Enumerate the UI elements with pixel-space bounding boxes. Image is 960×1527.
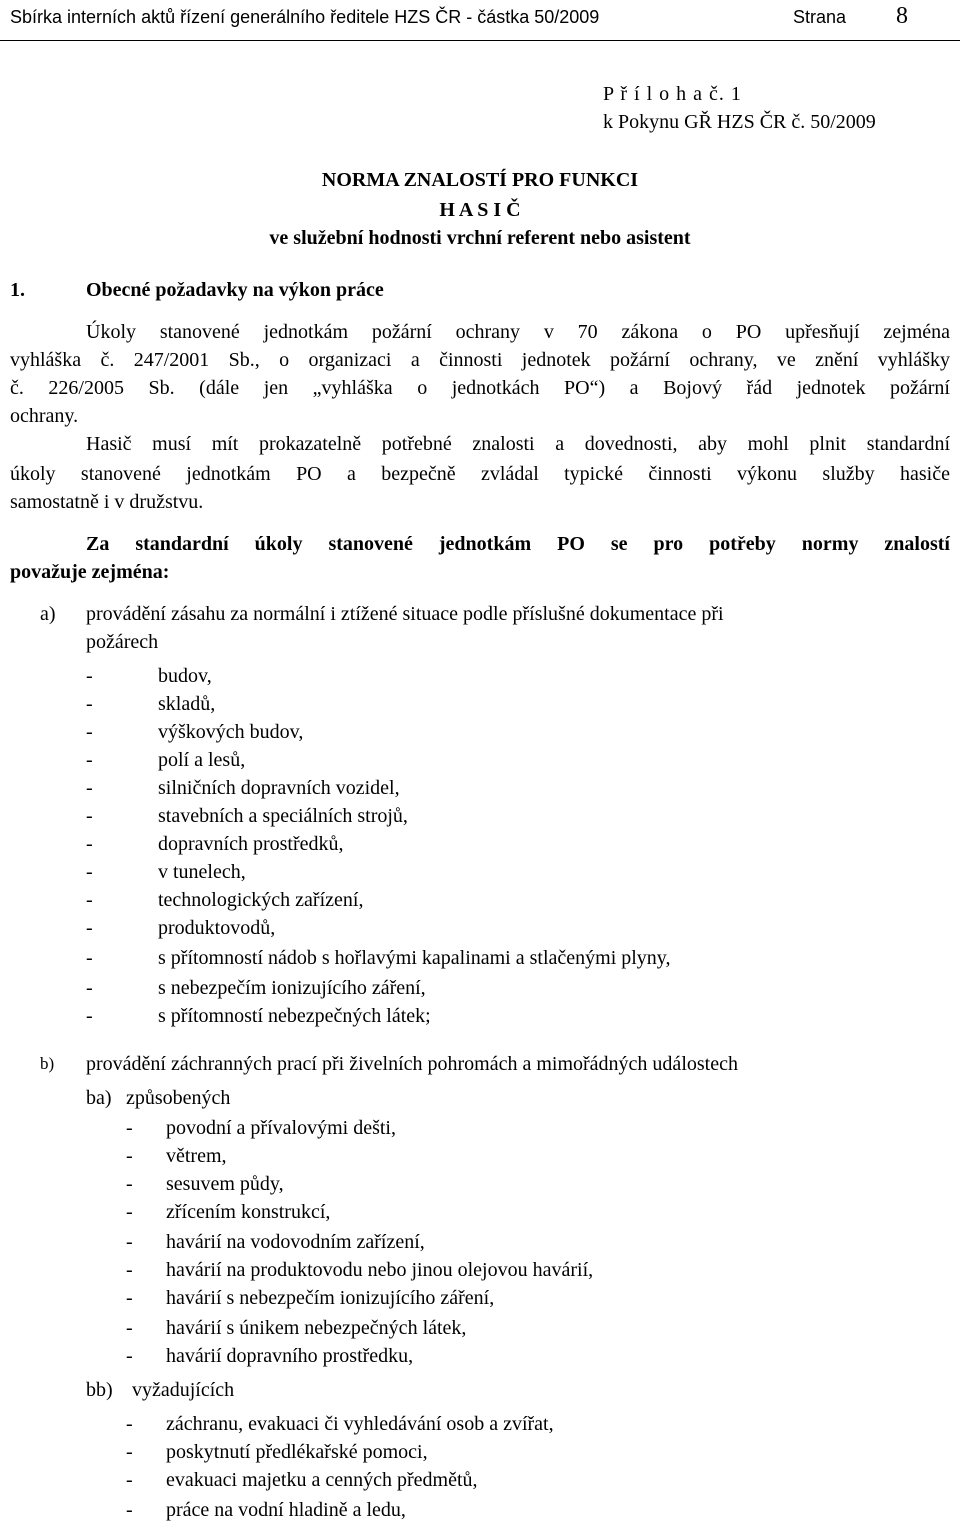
list-dash: - bbox=[86, 861, 93, 883]
list-item: skladů, bbox=[158, 693, 216, 715]
list-dash: - bbox=[86, 777, 93, 799]
list-dash: - bbox=[126, 1317, 133, 1339]
list-dash: - bbox=[126, 1231, 133, 1253]
annex-line-1: P ř í l o h a č. 1 bbox=[603, 83, 742, 105]
para1-line-3: č. 226/2005 Sb. (dále jen „vyhláška o jednotkách PO“) a Bojový řád jednotek požární bbox=[10, 377, 950, 399]
item-ba-text: způsobených bbox=[126, 1087, 231, 1109]
list-item: zřícením konstrukcí, bbox=[166, 1201, 331, 1223]
list-item: polí a lesů, bbox=[158, 749, 246, 771]
item-bb-label: bb) bbox=[86, 1379, 113, 1401]
collection-title: Sbírka interních aktů řízení generálního ředitele HZS ČR - částka 50/2009 bbox=[10, 7, 600, 27]
list-item: technologických zařízení, bbox=[158, 889, 364, 911]
list-dash: - bbox=[86, 833, 93, 855]
list-dash: - bbox=[126, 1259, 133, 1281]
list-item: záchranu, evakuaci či vyhledávání osob a zvířat, bbox=[166, 1413, 554, 1435]
list-item: havárií na vodovodním zařízení, bbox=[166, 1231, 425, 1253]
item-a-text-cont: požárech bbox=[86, 631, 159, 653]
para2-line-3: samostatně i v družstvu. bbox=[10, 491, 204, 513]
page-number: 8 bbox=[896, 3, 908, 29]
section-number: 1. bbox=[10, 279, 25, 301]
list-item: s nebezpečím ionizujícího záření, bbox=[158, 977, 426, 999]
document-title: NORMA ZNALOSTÍ PRO FUNKCI bbox=[321, 169, 639, 191]
list-dash: - bbox=[126, 1345, 133, 1367]
list-item: s přítomností nádob s hořlavými kapalinami a stlačenými plyny, bbox=[158, 947, 671, 969]
list-item: poskytnutí předlékařské pomoci, bbox=[166, 1441, 428, 1463]
rank-subtitle: ve služební hodnosti vrchní referent nebo asistent bbox=[269, 227, 691, 249]
item-b-text: provádění záchranných prací při živelních pohromách a mimořádných událostech bbox=[86, 1053, 738, 1075]
list-item: evakuaci majetku a cenných předmětů, bbox=[166, 1469, 478, 1491]
page-header bbox=[10, 4, 950, 32]
list-item: havárií dopravního prostředku, bbox=[166, 1345, 414, 1367]
list-item: větrem, bbox=[166, 1145, 227, 1167]
item-a-text: provádění zásahu za normální i ztížené situace podle příslušné dokumentace při bbox=[86, 603, 724, 625]
list-item: s přítomností nebezpečných látek; bbox=[158, 1005, 431, 1027]
list-item: budov, bbox=[158, 665, 212, 687]
page-label: Strana bbox=[793, 7, 847, 27]
list-dash: - bbox=[86, 665, 93, 687]
list-item: havárií s únikem nebezpečných látek, bbox=[166, 1317, 467, 1339]
list-dash: - bbox=[86, 721, 93, 743]
list-dash: - bbox=[86, 1005, 93, 1027]
list-item: výškových budov, bbox=[158, 721, 304, 743]
list-dash: - bbox=[126, 1173, 133, 1195]
item-b-label: b) bbox=[40, 1054, 55, 1073]
list-dash: - bbox=[86, 693, 93, 715]
para1-line-4: ochrany. bbox=[10, 405, 79, 427]
list-dash: - bbox=[86, 917, 93, 939]
list-dash: - bbox=[126, 1201, 133, 1223]
list-dash: - bbox=[86, 889, 93, 911]
list-item: silničních dopravních vozidel, bbox=[158, 777, 400, 799]
list-item: stavebních a speciálních strojů, bbox=[158, 805, 408, 827]
section-heading: Obecné požadavky na výkon práce bbox=[86, 279, 384, 301]
item-a-label: a) bbox=[40, 603, 56, 625]
list-dash: - bbox=[126, 1145, 133, 1167]
function-name: H A S I Č bbox=[439, 199, 521, 221]
list-item: havárií na produktovodu nebo jinou olejovou havárií, bbox=[166, 1259, 594, 1281]
list-dash: - bbox=[126, 1469, 133, 1491]
list-dash: - bbox=[126, 1441, 133, 1463]
list-dash: - bbox=[126, 1413, 133, 1435]
item-bb-text: vyžadujících bbox=[132, 1379, 235, 1401]
list-item: dopravních prostředků, bbox=[158, 833, 344, 855]
annex-line-2: k Pokynu GŘ HZS ČR č. 50/2009 bbox=[603, 111, 876, 133]
para1-line-2: vyhláška č. 247/2001 Sb., o organizaci a činnosti jednotek požární ochrany, ve znění vyhlášky bbox=[10, 349, 950, 371]
para3-line-2: považuje zejména: bbox=[10, 561, 170, 583]
list-item: povodní a přívalovými dešti, bbox=[166, 1117, 396, 1139]
list-dash: - bbox=[86, 977, 93, 999]
list-dash: - bbox=[86, 749, 93, 771]
list-dash: - bbox=[86, 947, 93, 969]
list-item: produktovodů, bbox=[158, 917, 276, 939]
list-item: sesuvem půdy, bbox=[166, 1173, 284, 1195]
list-item: práce na vodní hladině a ledu, bbox=[166, 1499, 406, 1521]
para1-line-1: Úkoly stanovené jednotkám požární ochrany v 70 zákona o PO upřesňují zejména bbox=[86, 321, 950, 343]
list-dash: - bbox=[86, 805, 93, 827]
list-dash: - bbox=[126, 1287, 133, 1309]
item-ba-label: ba) bbox=[86, 1087, 112, 1109]
para2-line-2: úkoly stanovené jednotkám PO a bezpečně zvládal typické činnosti výkonu služby hasiče bbox=[10, 463, 950, 485]
list-item: v tunelech, bbox=[158, 861, 246, 883]
para3-line-1: Za standardní úkoly stanovené jednotkám PO se pro potřeby normy znalostí bbox=[86, 533, 950, 555]
list-dash: - bbox=[126, 1499, 133, 1521]
list-dash: - bbox=[126, 1117, 133, 1139]
para2-line-1: Hasič musí mít prokazatelně potřebné znalosti a dovednosti, aby mohl plnit standardní bbox=[86, 433, 950, 455]
list-item: havárií s nebezpečím ionizujícího záření, bbox=[166, 1287, 495, 1309]
header-divider bbox=[0, 40, 960, 41]
